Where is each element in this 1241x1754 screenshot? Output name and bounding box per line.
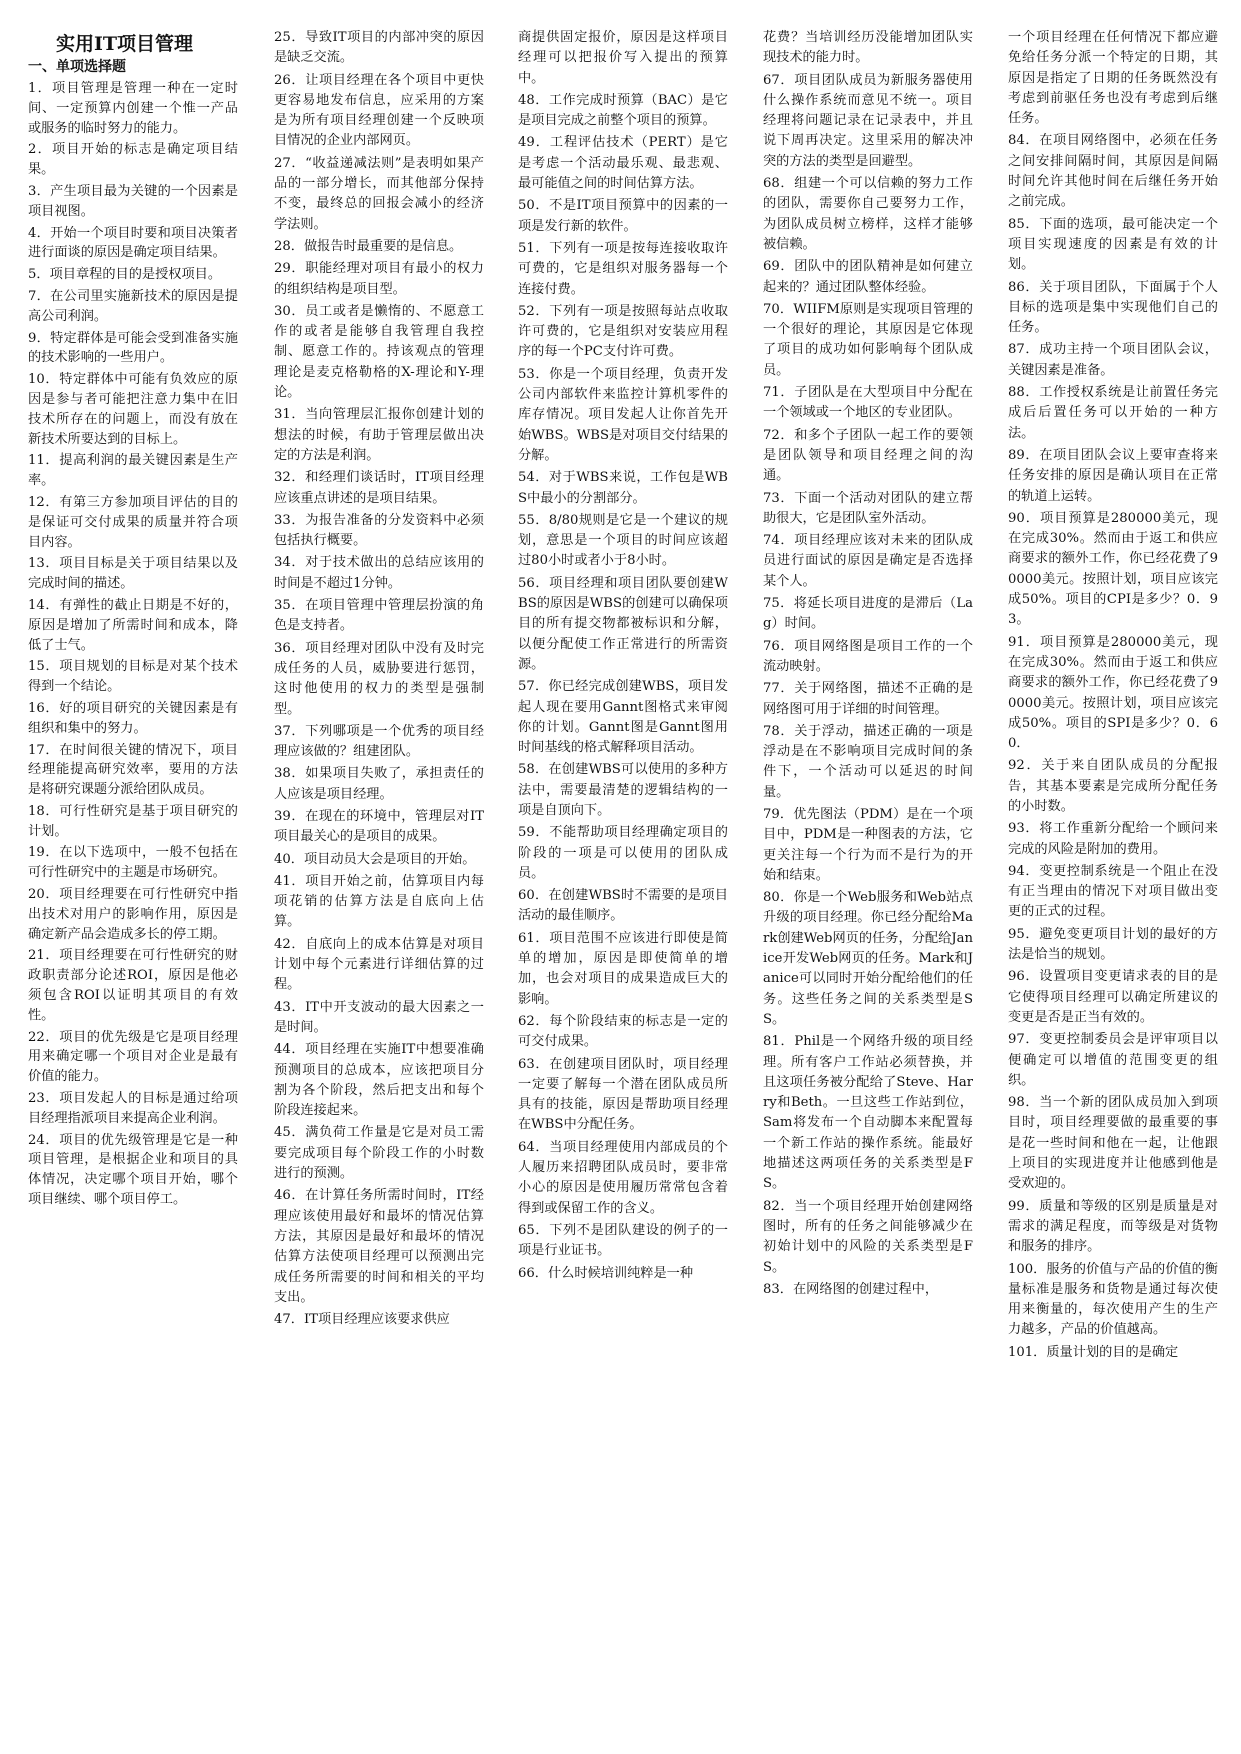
question-item: 22．项目的优先级是它是项目经理用来确定哪一个项目对企业是最有价值的能力。	[28, 1029, 238, 1085]
question-item: 39．在现在的环境中，管理层对IT项目最关心的是项目的成果。	[274, 808, 484, 845]
question-item: 72．和多个子团队一起工作的要领是团队领导和项目经理之间的沟通。	[763, 427, 973, 484]
question-item: 31．当向管理层汇报你创建计划的想法的时候，有助于管理层做出决定的方法是利润。	[274, 407, 484, 463]
question-item: 100．服务的价值与产品的价值的衡量标准是服务和货物是通过每次使用来衡量的，每次使用产生的生产力越多，产品的价值越高。	[1008, 1261, 1218, 1338]
question-item: 4．开始一个项目时要和项目决策者进行面谈的原因是确定项目结果。	[28, 225, 238, 261]
question-item: 67．项目团队成员为新服务器使用什么操作系统而意见不统一。项目经理将问题记录在记录表中，并且说下周再决定。这里采用的解决冲突的方法的类型是回避型。	[763, 72, 973, 169]
question-item: 80．你是一个Web服务和Web站点升级的项目经理。你已经分配给Mark创建Web网页的任务，分配给Janice开发Web网页的任务。Mark和Janice可以同时开始分配给他们的任务。这些任务之间的关系类型是SS。	[763, 890, 973, 1027]
question-item: 2．项目开始的标志是确定项目结果。	[28, 142, 238, 178]
question-item: 7．在公司里实施新技术的原因是提高公司利润。	[28, 288, 238, 324]
question-item: 97．变更控制委员会是评审项目以便确定可以增值的范围变更的组织。	[1008, 1032, 1218, 1088]
question-item: 92．关于来自团队成员的分配报告，其基本要素是完成所分配任务的小时数。	[1008, 758, 1218, 814]
question-item: 64．当项目经理使用内部成员的个人履历来招聘团队成员时，要非常小心的原因是使用履历常常包含着得到或保留工作的含义。	[518, 1139, 728, 1216]
question-item: 10．特定群体中可能有负效应的原因是参与者可能把注意力集中在旧技术所存在的问题上，而没有放在新技术所要达到的目标上。	[28, 372, 238, 447]
question-item: 62．每个阶段结束的标志是一定的可交付成果。	[518, 1013, 728, 1050]
question-item: 16．好的项目研究的关键因素是有组织和集中的努力。	[28, 700, 238, 736]
question-item: 71．子团队是在大型项目中分配在一个领域或一个地区的专业团队。	[763, 385, 973, 421]
document-title: 实用IT项目管理	[56, 33, 194, 55]
question-item: 53．你是一个项目经理，负责开发公司内部软件来监控计算机零件的库存情况。项目发起人让你首先开始WBS。WBS是对项目交付结果的分解。	[518, 366, 728, 463]
question-item: 73．下面一个活动对团队的建立帮助很大，它是团队室外活动。	[763, 490, 973, 526]
question-item: 15．项目规划的目标是对某个技术得到一个结论。	[28, 659, 238, 695]
question-item: 65．下列不是团队建设的例子的一项是行业证书。	[518, 1222, 728, 1259]
question-item: 99．质量和等级的区别是质量是对需求的满足程度，而等级是对货物和服务的排序。	[1008, 1198, 1218, 1255]
question-item: 24．项目的优先级管理是它是一种项目管理，是根据企业和项目的具体情况，决定哪个项目开始，哪个项目继续、哪个项目停工。	[28, 1132, 238, 1208]
question-item: 20．项目经理要在可行性研究中指出技术对用户的影响作用，原因是确定新产品会造成多长的停工期。	[28, 887, 238, 942]
question-item: 18．可行性研究是基于项目研究的计划。	[28, 803, 238, 839]
question-item: 34．对于技术做出的总结应该用的时间是不超过1分钟。	[274, 555, 484, 591]
question-item: 46．在计算任务所需时间时，IT经理应该使用最好和最坏的情况估算方法，其原因是最好和最坏的情况估算方法使项目经理可以预测出完成任务所需要的时间和相关的平均支出。	[274, 1188, 484, 1305]
question-item: 81．Phil是一个网络升级的项目经理。所有客户工作站必须替换，并且这项任务被分配给了Steve、Harry和Beth。一旦这些工作站到位，Sam将发布一个自动脚本来配置每一个新工作站的操作系统。能最好地描述这两项任务的关系类型是FS。	[763, 1034, 973, 1192]
question-item: 84．在项目网络图中，必须在任务之间安排间隔时间，其原因是间隔时间允许其他时间在后继任务开始之前完成。	[1008, 133, 1218, 210]
question-item: 一个项目经理在任何情况下都应避免给任务分派一个特定的日期，其原因是指定了日期的任务既然没有考虑到前驱任务也没有考虑到后继任务。	[1008, 30, 1218, 127]
question-item: 25．导致IT项目的内部冲突的原因是缺乏交流。	[274, 30, 484, 66]
question-item: 75．将延长项目进度的是滞后（Lag）时间。	[763, 596, 973, 632]
question-item: 58．在创建WBS可以使用的多种方法中，需要最清楚的逻辑结构的一项是自顶向下。	[518, 762, 728, 818]
column-4	[763, 28, 973, 1302]
question-item: 30．员工或者是懒惰的、不愿意工作的或者是能够自我管理自我控制、愿意工作的。持该观点的管理理论是麦克格勒格的X-理论和Y-理论。	[274, 303, 484, 401]
question-item: 51．下列有一项是按每连接收取许可费的，它是组织对服务器每一个连接付费。	[518, 240, 728, 297]
question-item: 1．项目管理是管理一种在一定时间、一定预算内创建一个惟一产品或服务的临时努力的能力。	[28, 81, 238, 136]
question-item: 花费？当培训经历没能增加团队实现技术的能力时。	[763, 30, 973, 66]
question-item: 3．产生项目最为关键的一个因素是项目视图。	[28, 183, 238, 219]
question-item: 52．下列有一项是按照每站点收取许可费的，它是组织对安装应用程序的每一个PC支付许可费。	[518, 303, 728, 360]
question-item: 38．如果项目失败了，承担责任的人应该是项目经理。	[274, 766, 484, 802]
question-item: 63．在创建项目团队时，项目经理一定要了解每一个潜在团队成员所具有的技能，原因是帮助项目经理在WBS中分配任务。	[518, 1056, 728, 1133]
section-heading: 一、单项选择题	[28, 59, 126, 75]
question-item: 5．项目章程的目的是授权项目。	[28, 267, 222, 283]
column-2	[274, 28, 484, 1332]
question-item: 48．工作完成时预算（BAC）是它是项目完成之前整个项目的预算。	[518, 92, 728, 129]
question-item: 17．在时间很关键的情况下，项目经理能提高研究效率，要用的方法是将研究课题分派给团队成员。	[28, 742, 238, 798]
question-item: 55．8/80规则是它是一个建议的规划，意思是一个项目的时间应该超过80小时或者小于8小时。	[518, 512, 728, 569]
question-item: 29．职能经理对项目有最小的权力的组织结构是项目型。	[274, 261, 484, 297]
question-item: 商提供固定报价，原因是这样项目经理可以把报价写入提出的预算中。	[518, 30, 728, 86]
question-item: 83．在网络图的创建过程中，	[763, 1281, 939, 1297]
question-item: 95．避免变更项目计划的最好的方法是恰当的规划。	[1008, 926, 1218, 963]
question-item: 12．有第三方参加项目评估的目的是保证可交付成果的质量并符合项目内容。	[28, 494, 238, 550]
question-item: 23．项目发起人的目标是通过给项目经理指派项目来提高企业利润。	[28, 1091, 238, 1126]
question-item: 61．项目范围不应该进行即使是简单的增加，原因是即使简单的增加，也会对项目的成果造成巨大的影响。	[518, 930, 728, 1007]
question-item: 9．特定群体是可能会受到准备实施的技术影响的一些用户。	[28, 330, 238, 366]
column-3	[518, 28, 728, 1286]
question-item: 11．提高利润的最关键因素是生产率。	[28, 453, 238, 489]
question-item: 91．项目预算是280000美元，现在完成30%。然而由于返工和供应商要求的额外工作，你已经花费了90000美元。按照计划，项目应该完成50%。项目的SPI是多少？0．60．	[1008, 634, 1218, 752]
question-item: 33．为报告准备的分发资料中必须包括执行概要。	[274, 512, 484, 549]
question-item: 37．下列哪项是一个优秀的项目经理应该做的？组建团队。	[274, 723, 484, 760]
question-item: 35．在项目管理中管理层扮演的角色是支持者。	[274, 598, 484, 634]
question-item: 13．项目目标是关于项目结果以及完成时间的描述。	[28, 556, 238, 592]
question-item: 85．下面的选项，最可能决定一个项目实现速度的因素是有效的计划。	[1008, 216, 1218, 273]
question-item: 45．满负荷工作量是它是对员工需要完成项目每个阶段工作的小时数进行的预测。	[274, 1125, 484, 1182]
question-item: 77．关于网络图，描述不正确的是网络图可用于详细的时间管理。	[763, 681, 973, 717]
question-item: 49．工程评估技术（PERT）是它是考虑一个活动最乐观、最悲观、最可能值之间的时间估算方法。	[518, 135, 728, 192]
question-item: 94．变更控制系统是一个阻止在没有正当理由的情况下对项目做出变更的正式的过程。	[1008, 863, 1218, 920]
question-item: 78．关于浮动，描述正确的一项是浮动是在不影响项目完成时间的条件下，一个活动可以延迟的时间量。	[763, 723, 973, 800]
column-1	[28, 28, 238, 1212]
question-item: 68．组建一个可以信赖的努力工作的团队，需要你自己要努力工作，为团队成员树立榜样，这样才能够被信赖。	[763, 176, 973, 252]
question-item: 27．“收益递减法则”是表明如果产品的一部分增长，而其他部分保持不变，最终总的回报会减小的经济学法则。	[274, 155, 484, 232]
question-item: 79．优先图法（PDM）是在一个项目中，PDM是一种图表的方法，它更关注每一个行为而不是行为的开始和结束。	[763, 806, 973, 883]
question-item: 21．项目经理要在可行性研究的财政职责部分论述ROI，原因是他必须包含ROI以证明其项目的有效性。	[28, 948, 238, 1023]
question-item: 50．不是IT项目预算中的因素的一项是发行新的软件。	[518, 198, 728, 234]
question-item: 40．项目动员大会是项目的开始。	[274, 851, 476, 867]
document-page	[28, 28, 1223, 1734]
question-item: 43．IT中开支波动的最大因素之一是时间。	[274, 999, 484, 1035]
column-5	[1008, 28, 1218, 1365]
column-items	[28, 79, 238, 1210]
question-item: 26．让项目经理在各个项目中更快更容易地发布信息，应采用的方案是为所有项目经理创建一个反映项目情况的企业内部网页。	[274, 72, 484, 149]
question-item: 87．成功主持一个项目团队会议，关键因素是准备。	[1008, 342, 1218, 378]
question-item: 93．将工作重新分配给一个顾问来完成的风险是附加的费用。	[1008, 821, 1218, 857]
question-item: 56．项目经理和项目团队要创建WBS的原因是WBS的创建可以确保项目的所有提交物都被标识和分解，以便分配使工作正常进行的所需资源。	[518, 575, 728, 672]
question-item: 86．关于项目团队，下面属于个人目标的选项是集中实现他们自己的任务。	[1008, 279, 1218, 336]
question-item: 74．项目经理应该对未来的团队成员进行面试的原因是确定是否选择某个人。	[763, 533, 973, 589]
question-item: 42．自底向上的成本估算是对项目计划中每个元素进行详细估算的过程。	[274, 936, 484, 993]
question-item: 36．项目经理对团队中没有及时完成任务的人员，威胁要进行惩罚，这时他使用的权力的类型是强制型。	[274, 640, 484, 717]
question-item: 66．什么时候培训纯粹是一种	[518, 1265, 694, 1281]
question-item: 54．对于WBS来说，工作包是WBS中最小的分割部分。	[518, 470, 728, 506]
question-item: 76．项目网络图是项目工作的一个流动映射。	[763, 638, 973, 674]
question-item: 69．团队中的团队精神是如何建立起来的？通过团队整体经验。	[763, 259, 973, 295]
question-item: 89．在项目团队会议上要审查将来任务安排的原因是确认项目在正常的轨道上运转。	[1008, 447, 1218, 504]
question-item: 14．有弹性的截止日期是不好的，原因是增加了所需时间和成本，降低了士气。	[28, 597, 238, 653]
question-item: 90．项目预算是280000美元，现在完成30%。然而由于返工和供应商要求的额外工作，你已经花费了90000美元。按照计划，项目应该完成50%。项目的CPI是多少？0．93。	[1008, 510, 1218, 628]
question-item: 41．项目开始之前，估算项目内每项花销的估算方法是自底向上估算。	[274, 873, 484, 930]
question-item: 32．和经理们谈话时，IT项目经理应该重点讲述的是项目结果。	[274, 470, 484, 506]
question-item: 44．项目经理在实施IT中想要准确预测项目的总成本，应该把项目分割为各个阶段，然后把支出和每个阶段连接起来。	[274, 1042, 484, 1119]
question-item: 19．在以下选项中，一般不包括在可行性研究中的主题是市场研究。	[28, 845, 238, 881]
question-item: 96．设置项目变更请求表的目的是它使得项目经理可以确定所建议的变更是否是正当有效的。	[1008, 969, 1218, 1025]
question-item: 47．IT项目经理应该要求供应	[274, 1312, 450, 1328]
question-item: 70．WIIFM原则是实现项目管理的一个很好的理论，其原因是它体现了项目的成功如何影响每个团队成员。	[763, 301, 973, 378]
column-items	[763, 28, 973, 1300]
column-items	[518, 28, 728, 1284]
question-item: 59．不能帮助项目经理确定项目的阶段的一项是可以使用的团队成员。	[518, 825, 728, 881]
question-item: 88．工作授权系统是让前置任务完成后后置任务可以开始的一种方法。	[1008, 385, 1218, 441]
question-item: 57．你已经完成创建WBS，项目发起人现在要用Gannt图格式来审阅你的计划。Gannt图是Gannt图用时间基线的格式解释项目活动。	[518, 679, 728, 756]
column-items	[274, 28, 484, 1330]
column-items	[1008, 28, 1218, 1363]
question-item: 82．当一个项目经理开始创建网络图时，所有的任务之间能够减少在初始计划中的风险的关系类型是FS。	[763, 1198, 973, 1275]
question-item: 98．当一个新的团队成员加入到项目时，项目经理要做的最重要的事是花一些时间和他在一起，让他跟上项目的实现进度并让他感到他是受欢迎的。	[1008, 1095, 1218, 1192]
question-item: 60．在创建WBS时不需要的是项目活动的最佳顺序。	[518, 888, 728, 924]
question-item: 101．质量计划的目的是确定	[1008, 1344, 1179, 1360]
question-item: 28．做报告时最重要的是信息。	[274, 238, 463, 254]
